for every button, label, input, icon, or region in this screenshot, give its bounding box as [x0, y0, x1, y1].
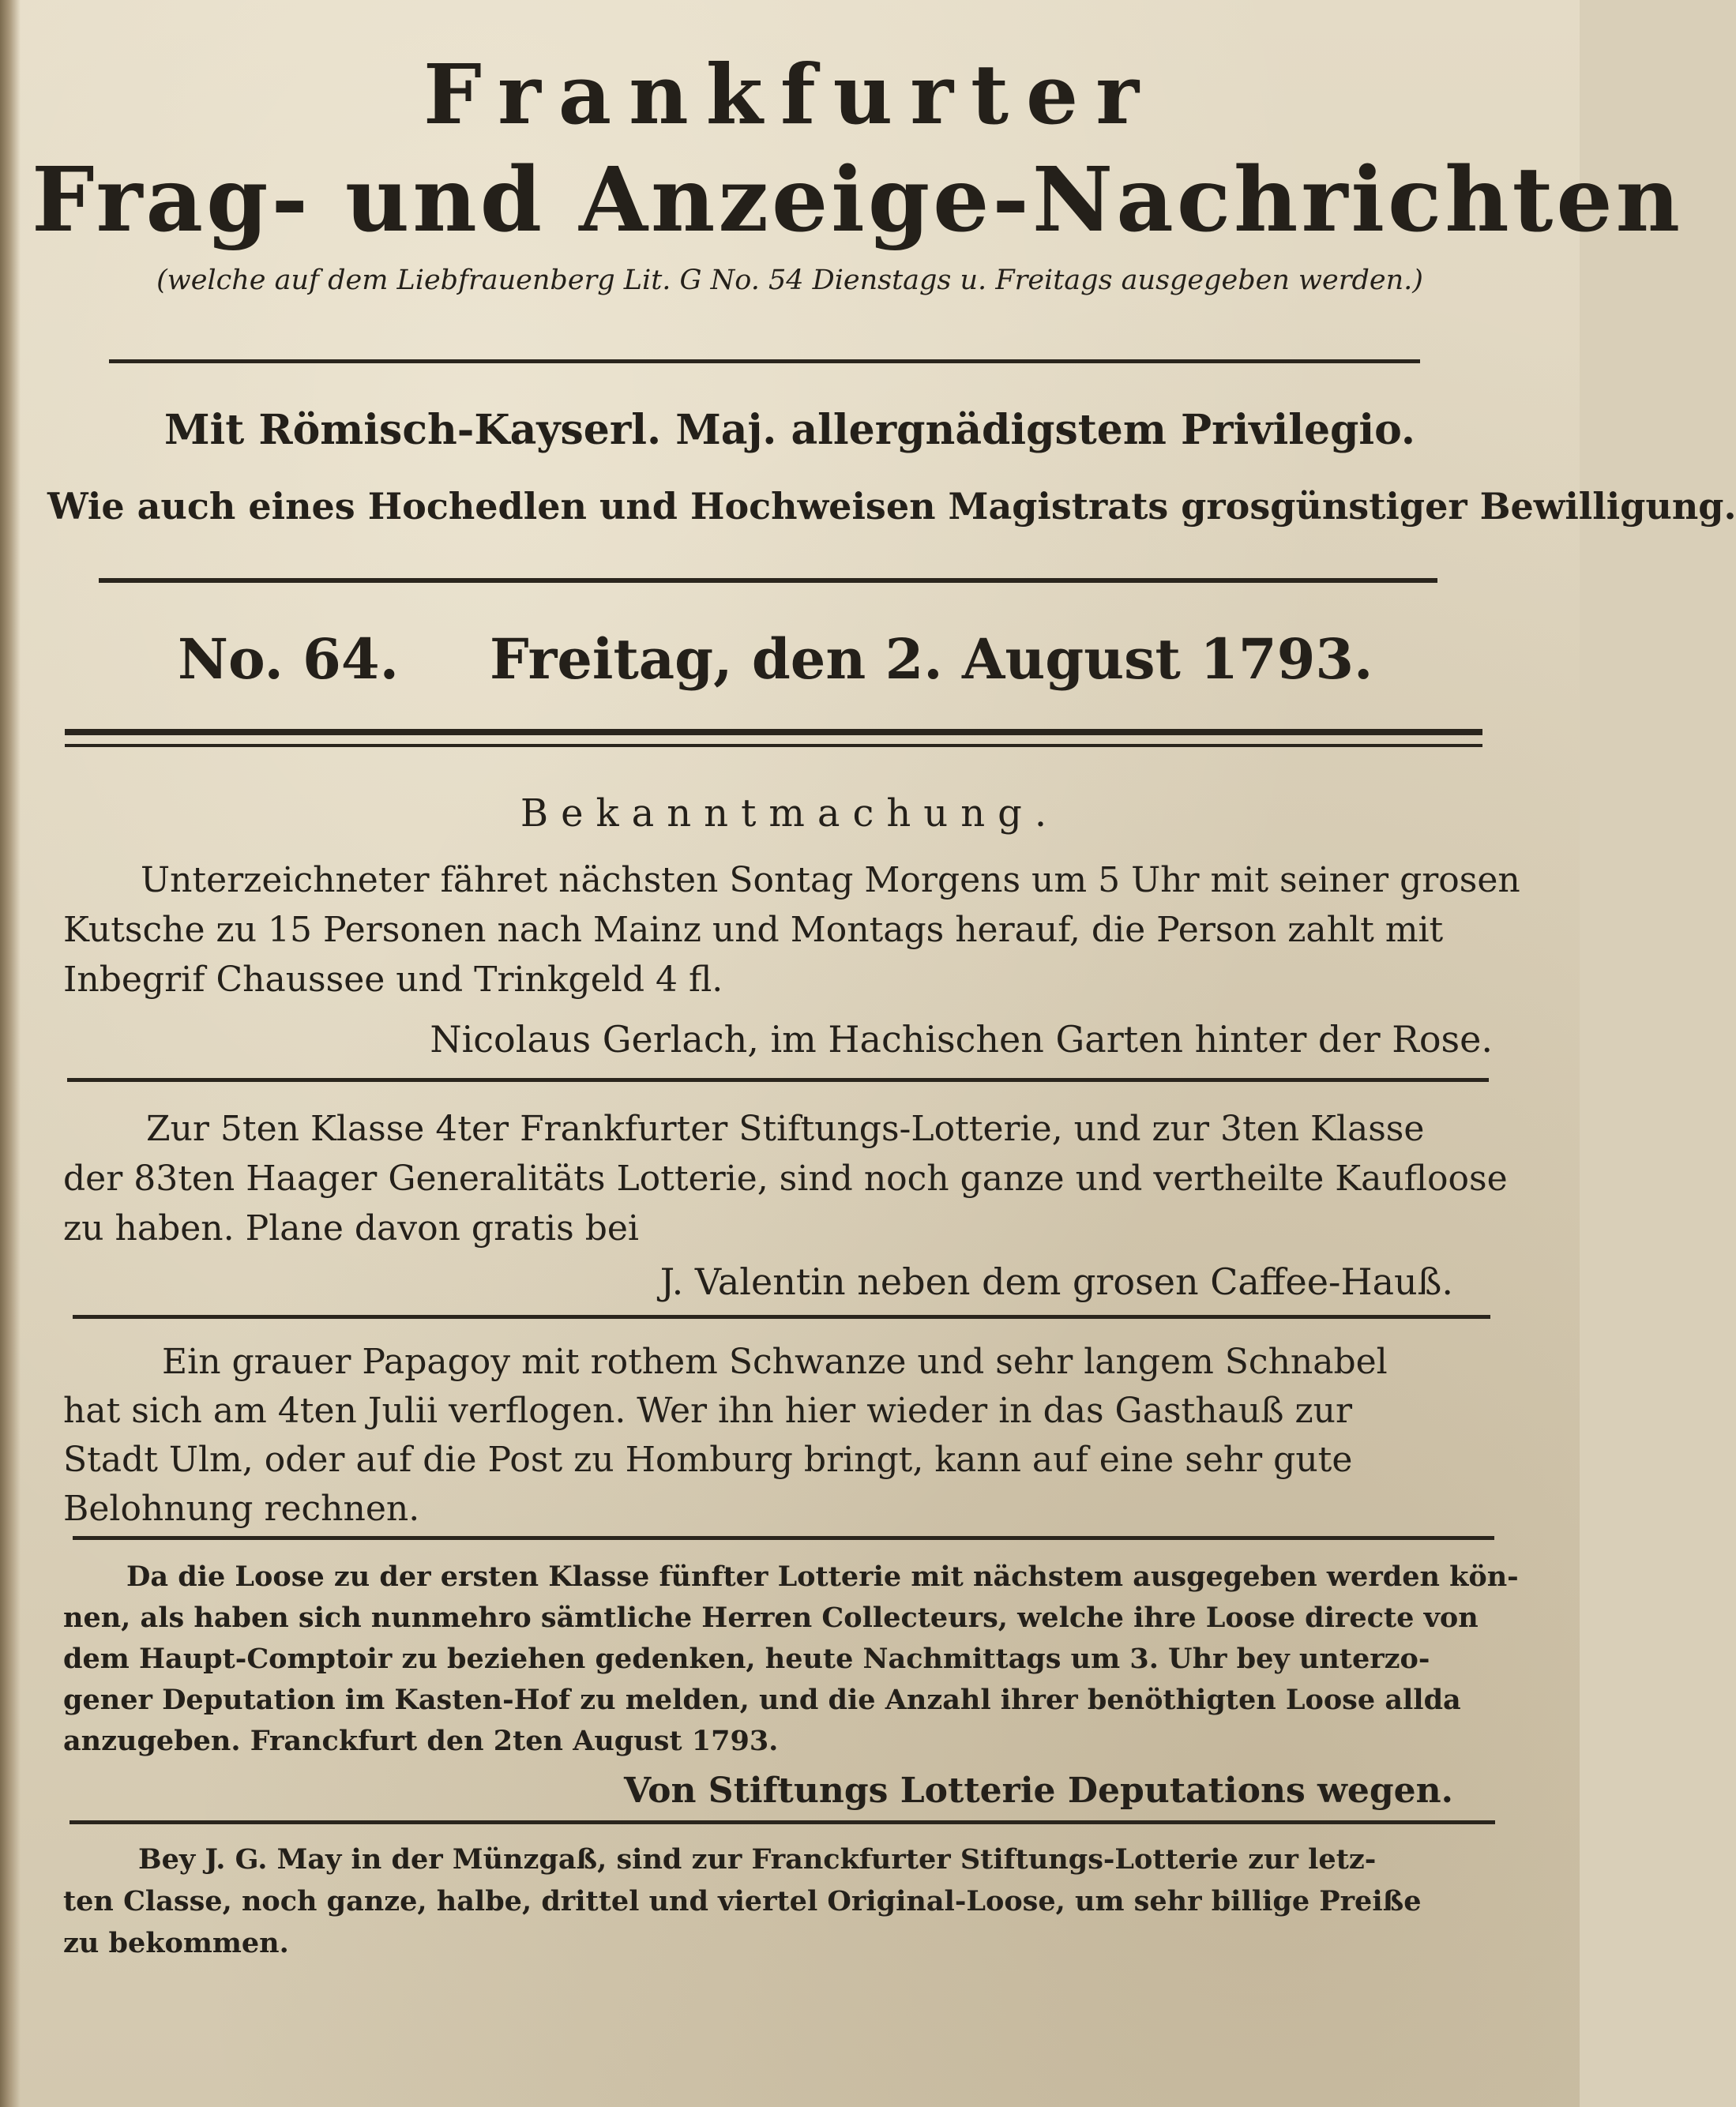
notice-1-line: Unterzeichneter fähret nächsten Sontag Morgens um 5 Uhr mit seiner grosen [141, 860, 1520, 900]
divider-rule [67, 1078, 1489, 1082]
double-rule-top [65, 729, 1482, 735]
notice-5-line: zu bekommen. [63, 1927, 289, 1959]
privilege-line2: Wie auch eines Hochedlen und Hochweisen Magistrats grosgünstiger Bewilligung. [47, 485, 1736, 528]
notice-5-line: Bey J. G. May in der Münzgaß, sind zur Franckfurter Stiftungs-Lotterie zur letz- [138, 1843, 1377, 1876]
divider-rule [99, 578, 1437, 583]
notice-2-signature: J. Valentin neben dem grosen Caffee-Hauß. [659, 1260, 1453, 1303]
notice-heading: Bekanntmachung. [520, 791, 1060, 836]
notice-3-line: Stadt Ulm, oder auf die Post zu Homburg bringt, kann auf eine sehr gute [63, 1440, 1353, 1480]
notice-4-signature: Von Stiftungs Lotterie Deputations wegen. [624, 1771, 1453, 1811]
notice-4-line: anzugeben. Franckfurt den 2ten August 1793. [63, 1725, 779, 1757]
divider-rule [73, 1315, 1490, 1319]
notice-4-line: gener Deputation im Kasten-Hof zu melden, und die Anzahl ihrer benöthigten Loose allda [63, 1684, 1461, 1716]
notice-2-line: zu haben. Plane davon gratis bei [63, 1208, 639, 1249]
notice-2-line: Zur 5ten Klasse 4ter Frankfurter Stiftungs-Lotterie, und zur 3ten Klasse [146, 1109, 1425, 1149]
notice-3-line: Ein grauer Papagoy mit rothem Schwanze und sehr langem Schnabel [162, 1342, 1388, 1382]
double-rule-bottom [65, 744, 1482, 747]
masthead-title-line2: Frag- und Anzeige-Nachrichten [32, 148, 1684, 252]
notice-1-signature: Nicolaus Gerlach, im Hachischen Garten hinter der Rose. [430, 1018, 1493, 1061]
notice-1-line: Kutsche zu 15 Personen nach Mainz und Montags herauf, die Person zahlt mit [63, 910, 1444, 950]
notice-4-line: nen, als haben sich nunmehro sämtliche Herren Collecteurs, welche ihre Loose directe von [63, 1602, 1479, 1634]
masthead-subtitle: (welche auf dem Liebfrauenberg Lit. G No. 54 Dienstags u. Freitags ausgegeben werden.) [156, 265, 1423, 296]
binding-edge [0, 0, 21, 2107]
divider-rule [73, 1536, 1494, 1540]
notice-3-line: hat sich am 4ten Julii verflogen. Wer ihn hier wieder in das Gasthauß zur [63, 1391, 1353, 1431]
issue-date: Freitag, den 2. August 1793. [490, 626, 1373, 692]
notice-5-line: ten Classe, noch ganze, halbe, drittel und viertel Original-Loose, um sehr billige Preiße [63, 1885, 1422, 1917]
divider-rule [70, 1820, 1495, 1824]
divider-rule [109, 359, 1420, 363]
notice-4-line: Da die Loose zu der ersten Klasse fünfter Lotterie mit nächstem ausgegeben werden kön- [126, 1561, 1519, 1593]
notice-3-line: Belohnung rechnen. [63, 1489, 420, 1529]
notice-4-line: dem Haupt-Comptoir zu beziehen gedenken, heute Nachmittags um 3. Uhr bey unterzo- [63, 1643, 1430, 1675]
notice-2-line: der 83ten Haager Generalitäts Lotterie, sind noch ganze und vertheilte Kaufloose [63, 1159, 1508, 1199]
notice-1-line: Inbegrif Chaussee und Trinkgeld 4 fl. [63, 960, 723, 1000]
privilege-line1: Mit Römisch-Kayserl. Maj. allergnädigstem Privilegio. [163, 406, 1416, 454]
issue-number: No. 64. [178, 626, 399, 692]
masthead-title-line1: Frankfurter [423, 46, 1156, 143]
